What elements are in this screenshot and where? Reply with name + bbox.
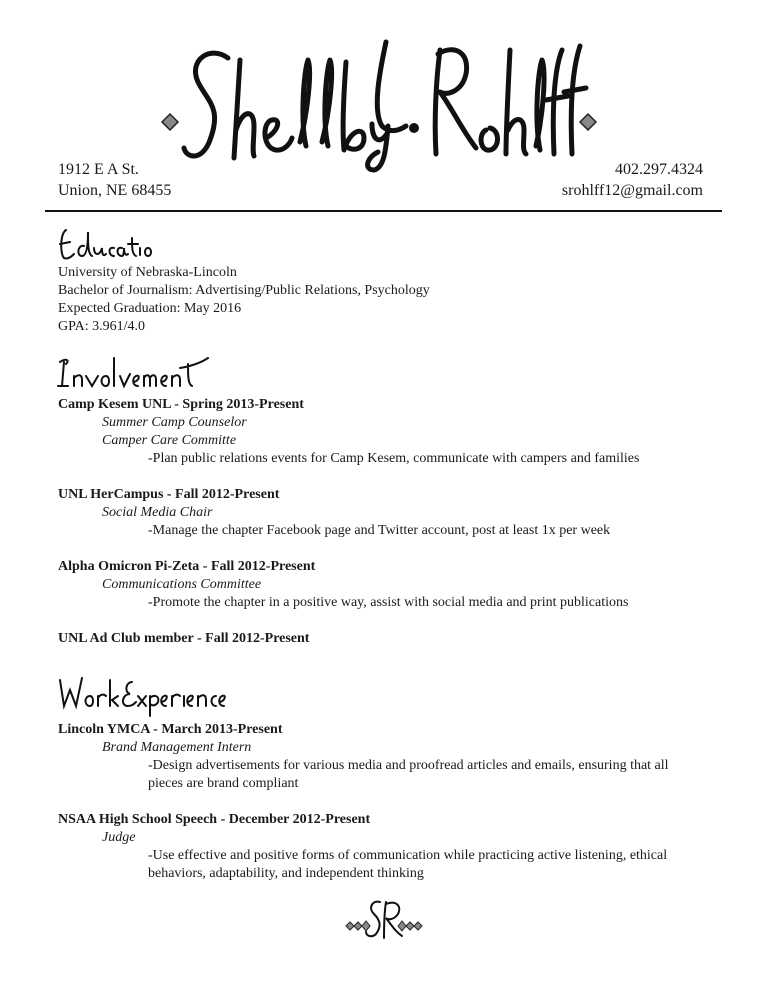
education-gpa: GPA: 3.961/4.0 [58,319,146,334]
header-divider [45,210,722,212]
involvement-entry-2-description: -Manage the chapter Facebook page and Twitter account, post at least 1x per week [148,523,611,538]
work-entry-2-role: Judge [102,830,136,845]
involvement-entry-3-title: Alpha Omicron Pi-Zeta - Fall 2012-Present [58,559,316,574]
work-experience-heading [56,674,226,723]
involvement-entry-3-description: -Promote the chapter in a positive way, assist with social media and print publications [148,595,629,610]
work-entry-1-description-line-2: pieces are brand compliant [148,776,299,791]
work-entry-2-description-line-2: behaviors, adaptability, and independent thinking [148,866,424,881]
address-line-1: 1912 E A St. [58,161,139,178]
work-entry-2-description-line-1: -Use effective and positive forms of communication while practicing active listening, ethical [148,848,668,863]
involvement-entry-4-title: UNL Ad Club member - Fall 2012-Present [58,631,310,646]
name-signature [150,30,620,175]
involvement-entry-2-role: Social Media Chair [102,505,213,520]
work-entry-1-description-line-1: -Design advertisements for various media and proofread articles and emails, ensuring that all [148,758,669,773]
involvement-entry-1-title: Camp Kesem UNL - Spring 2013-Present [58,397,304,412]
involvement-entry-2-title: UNL HerCampus - Fall 2012-Present [58,487,280,502]
involvement-heading [56,352,216,401]
involvement-entry-1-description: -Plan public relations events for Camp Kesem, communicate with campers and families [148,451,640,466]
involvement-entry-3-role: Communications Committee [102,577,262,592]
involvement-entry-1-role-2: Camper Care Committe [102,433,237,448]
footer-monogram-logo [344,896,424,942]
email-address[interactable]: srohlff12@gmail.com [561,182,703,199]
education-degree: Bachelor of Journalism: Advertising/Public Relations, Psychology [58,283,430,298]
involvement-entry-1-role-1: Summer Camp Counselor [102,415,247,430]
work-entry-1-title: Lincoln YMCA - March 2013-Present [58,722,283,737]
education-heading [56,224,156,269]
education-graduation: Expected Graduation: May 2016 [58,301,242,316]
work-entry-2-title: NSAA High School Speech - December 2012-Present [58,812,371,827]
phone-number: 402.297.4324 [615,161,703,178]
education-university: University of Nebraska-Lincoln [58,265,237,280]
address-line-2: Union, NE 68455 [58,182,172,199]
work-entry-1-role: Brand Management Intern [102,740,252,755]
